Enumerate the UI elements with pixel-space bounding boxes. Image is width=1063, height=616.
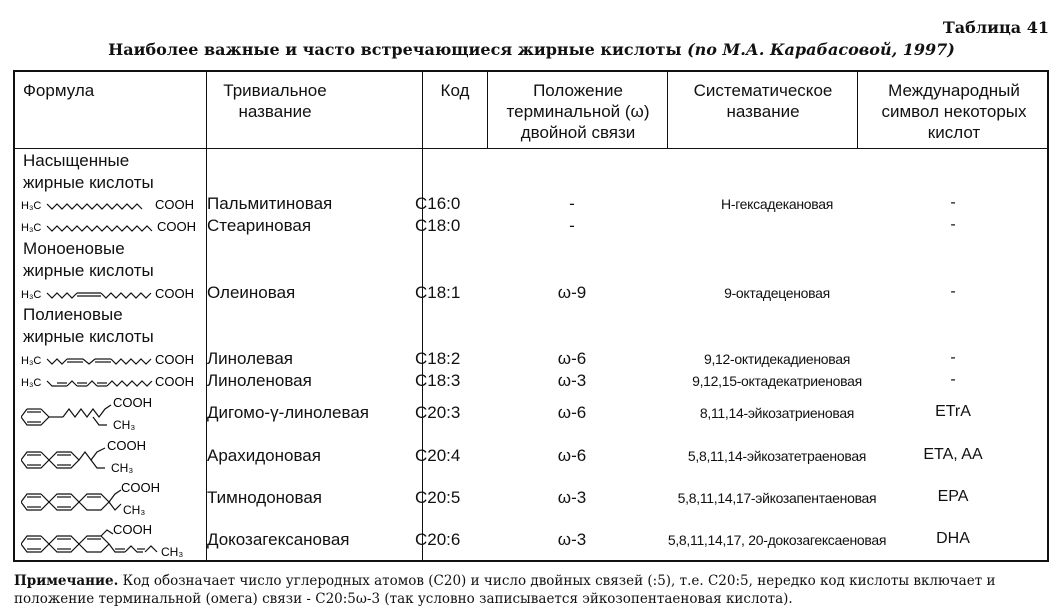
trivial-name: Олеиновая [207,283,296,302]
svg-text:CH₃: CH₃ [111,461,134,475]
acid-code: C18:2 [415,349,461,368]
col-divider [667,72,668,148]
systematic-name: 5,8,11,14,17, 20-докозагексаеновая [667,532,887,548]
svg-text:H₃C: H₃C [21,355,42,367]
header-rule [15,148,1047,149]
trivial-name: Дигомо-γ-линолевая [207,403,370,422]
trivial-name: Пальмитиновая [207,194,333,213]
col-divider [857,72,858,148]
docosahexaenoic-structure-icon [21,522,205,562]
acid-code: C20:6 [415,530,461,549]
trivial-name: Докозагексановая [207,530,350,549]
trivial-name: Арахидоновая [207,446,321,465]
intl-symbol: - [950,349,956,366]
omega-position: ω-3 [557,371,587,390]
timnodonic-structure-icon [21,480,205,520]
stearic-structure-icon [21,216,205,238]
col-divider [487,72,488,148]
group-polyenoic: Полиеновые жирные кислоты [23,305,154,346]
systematic-name: 9,12,15-октадекатриеновая [692,373,862,389]
acid-code: C20:4 [415,446,461,465]
title-author: (по М.А. Карабасовой, 1997) [687,40,955,59]
systematic-name: 9-октадеценовая [724,285,830,301]
svg-text:COOH: COOH [157,219,196,234]
acid-code: C18:1 [415,283,461,302]
header-formula: Формула [23,81,95,100]
table-number: Таблица 41 [942,18,1049,37]
svg-text:COOH: COOH [113,522,152,537]
acid-code: C18:0 [415,216,461,235]
omega-position: ω-6 [557,403,587,422]
header-code: Код [440,81,470,100]
omega-position: ω-3 [557,530,587,549]
acid-code: C16:0 [415,194,461,213]
svg-text:COOH: COOH [113,395,152,410]
svg-text:CH₃: CH₃ [113,418,136,432]
table-row [15,480,1047,520]
arachidonic-structure-icon [21,438,205,478]
intl-symbol: - [950,283,956,300]
group-monoenoic: Моноеновые жирные кислоты [23,239,154,280]
omega-position: - [569,194,575,213]
svg-text:COOH: COOH [155,374,194,389]
acid-code: C20:3 [415,403,461,422]
svg-text:COOH: COOH [155,352,194,367]
table-row [15,395,1047,435]
systematic-name: 5,8,11,14-эйкозатетраеновая [687,448,867,464]
footnote-text: Код обозначает число углеродных атомов (C20) и число двойных связей (:5), т.е. C20:5, нередко код кислоты включает и положение терминальной (омега) связи - C20:5ω-3 (так условно записывается эйкозопентаеновая кислота). [14,573,996,607]
svg-text:COOH: COOH [155,197,194,212]
table-row [15,438,1047,478]
intl-symbol: - [950,194,956,211]
systematic-name: Н-гексадекановая [721,196,833,212]
palmitic-structure-icon [21,194,205,216]
oleic-structure-icon [21,283,205,305]
intl-symbol: DHA [936,530,970,547]
svg-text:H₃C: H₃C [21,377,42,389]
svg-text:CH₃: CH₃ [161,545,184,559]
dgla-structure-icon [21,395,205,435]
intl-symbol: ETA, AA [923,446,983,463]
trivial-name: Линоленовая [207,371,312,390]
svg-text:H₃C: H₃C [21,289,42,301]
trivial-name: Стеариновая [207,216,312,235]
table-title [0,40,1063,59]
svg-text:COOH: COOH [107,438,146,453]
linoleic-structure-icon [21,349,205,371]
omega-position: ω-6 [557,446,587,465]
table-row [15,522,1047,562]
svg-text:CH₃: CH₃ [123,503,146,517]
omega-position: ω-9 [557,283,587,302]
table-row [15,216,1047,238]
systematic-name: 9,12-октидекадиеновая [703,351,851,367]
svg-text:H₃C: H₃C [21,222,42,234]
table-row [15,283,1047,307]
intl-symbol: ETrA [935,403,971,420]
omega-position: ω-3 [557,488,587,507]
trivial-name: Тимнодоновая [207,488,323,507]
linolenic-structure-icon [21,371,205,393]
header-systematic: Систематическое название [693,81,833,121]
intl-symbol: - [950,371,956,388]
intl-symbol: - [950,216,956,233]
omega-position: ω-6 [557,349,587,368]
intl-symbol: EPA [937,488,969,505]
table-row [15,371,1047,393]
svg-text:COOH: COOH [155,286,194,301]
header-omega: Положение терминальной (ω) двойной связи [506,81,650,142]
group-saturated: Насыщенные жирные кислоты [23,151,154,192]
table-row [15,194,1047,216]
omega-position: - [569,216,575,235]
header-symbol: Международный символ некоторых кислот [881,81,1027,142]
acid-code: C20:5 [415,488,461,507]
acid-code: C18:3 [415,371,461,390]
svg-text:COOH: COOH [121,480,160,495]
footnote-lead: Примечание. [14,573,119,589]
svg-text:H₃C: H₃C [21,200,42,212]
trivial-name: Линолевая [207,349,293,368]
footnote [14,572,1054,608]
table-row [15,349,1047,371]
fatty-acids-table [13,70,1049,562]
systematic-name: 5,8,11,14,17-эйкозапентаеновая [677,490,877,506]
header-trivial: Тривиальное название [223,81,327,121]
title-main: Наиболее важные и часто встречающиеся жирные кислоты [108,40,682,59]
systematic-name: 8,11,14-эйкозатриеновая [699,405,855,421]
